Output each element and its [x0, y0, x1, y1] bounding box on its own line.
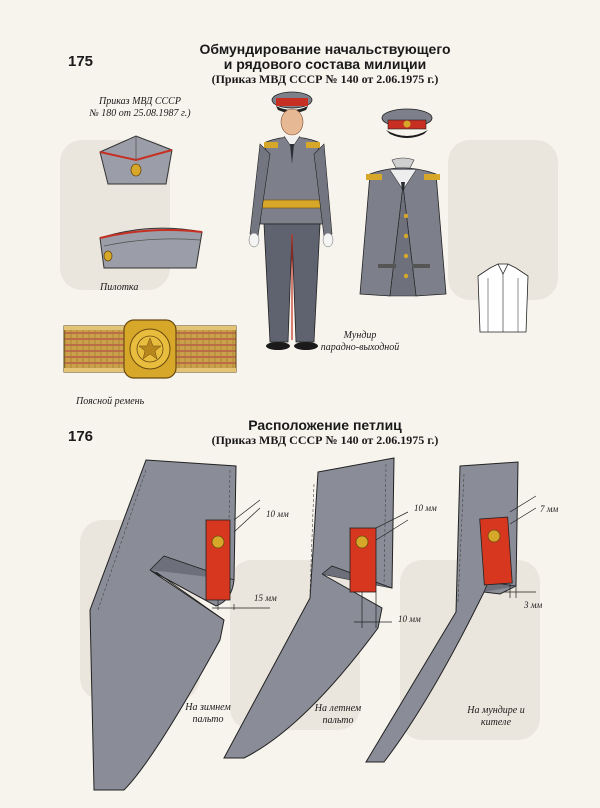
- section-number-175: 175: [68, 53, 94, 70]
- side-order-reference: [70, 96, 210, 120]
- section-title-175: [140, 42, 510, 87]
- collar-panel-tunic: [360, 462, 543, 782]
- tunic-dim-lower: 3 мм: [524, 600, 543, 610]
- title-line-1: Обмундирование начальствующего: [199, 41, 451, 57]
- caption-tunic: [448, 705, 544, 729]
- shirt-sketch-illustration: [476, 262, 530, 334]
- order-reference: (Приказ МВД СССР № 140 от 2.06.1975 г.): [211, 72, 439, 86]
- caption-uniform-line-1: Мундир: [343, 330, 377, 341]
- caption-pilotka: Пилотка: [100, 282, 139, 293]
- caption-winter-line-1: На зимнем: [185, 702, 231, 713]
- side-order-line-1: Приказ МВД СССР: [99, 96, 181, 107]
- caption-uniform-line-2: парадно-выходной: [320, 342, 400, 353]
- pilotka-front-illustration: [96, 132, 176, 192]
- summer-dim-lower: 10 мм: [398, 614, 421, 624]
- title-line-2: и рядового состава милиции: [223, 56, 427, 72]
- peaked-cap-illustration: [380, 108, 434, 142]
- summer-dim-upper: 10 мм: [414, 503, 437, 513]
- belt-illustration: [62, 318, 238, 380]
- section-176-order: (Приказ МВД СССР № 140 от 2.06.1975 г.): [211, 433, 439, 447]
- section-number-176: 176: [68, 428, 94, 445]
- tunic-dim-upper: 7 мм: [540, 504, 559, 514]
- caption-winter-line-2: пальто: [192, 714, 224, 725]
- pilotka-side-illustration: [96, 220, 206, 275]
- section-title-176: [140, 418, 510, 448]
- side-order-line-2: № 180 от 25.08.1987 г.): [89, 108, 191, 119]
- officer-figure-illustration: [246, 84, 338, 354]
- caption-summer-line-2: пальто: [322, 715, 354, 726]
- section-176-heading: Расположение петлиц: [248, 417, 402, 433]
- caption-summer-line-1: На летнем: [314, 703, 362, 714]
- caption-tunic-line-2: кителе: [480, 717, 512, 728]
- tunic-illustration: [356, 156, 450, 302]
- winter-dim-upper: 10 мм: [266, 509, 289, 519]
- caption-belt: Поясной ремень: [76, 396, 145, 407]
- caption-uniform: [300, 330, 420, 354]
- winter-dim-lower: 15 мм: [254, 593, 277, 603]
- caption-tunic-line-1: На мундире и: [467, 705, 525, 716]
